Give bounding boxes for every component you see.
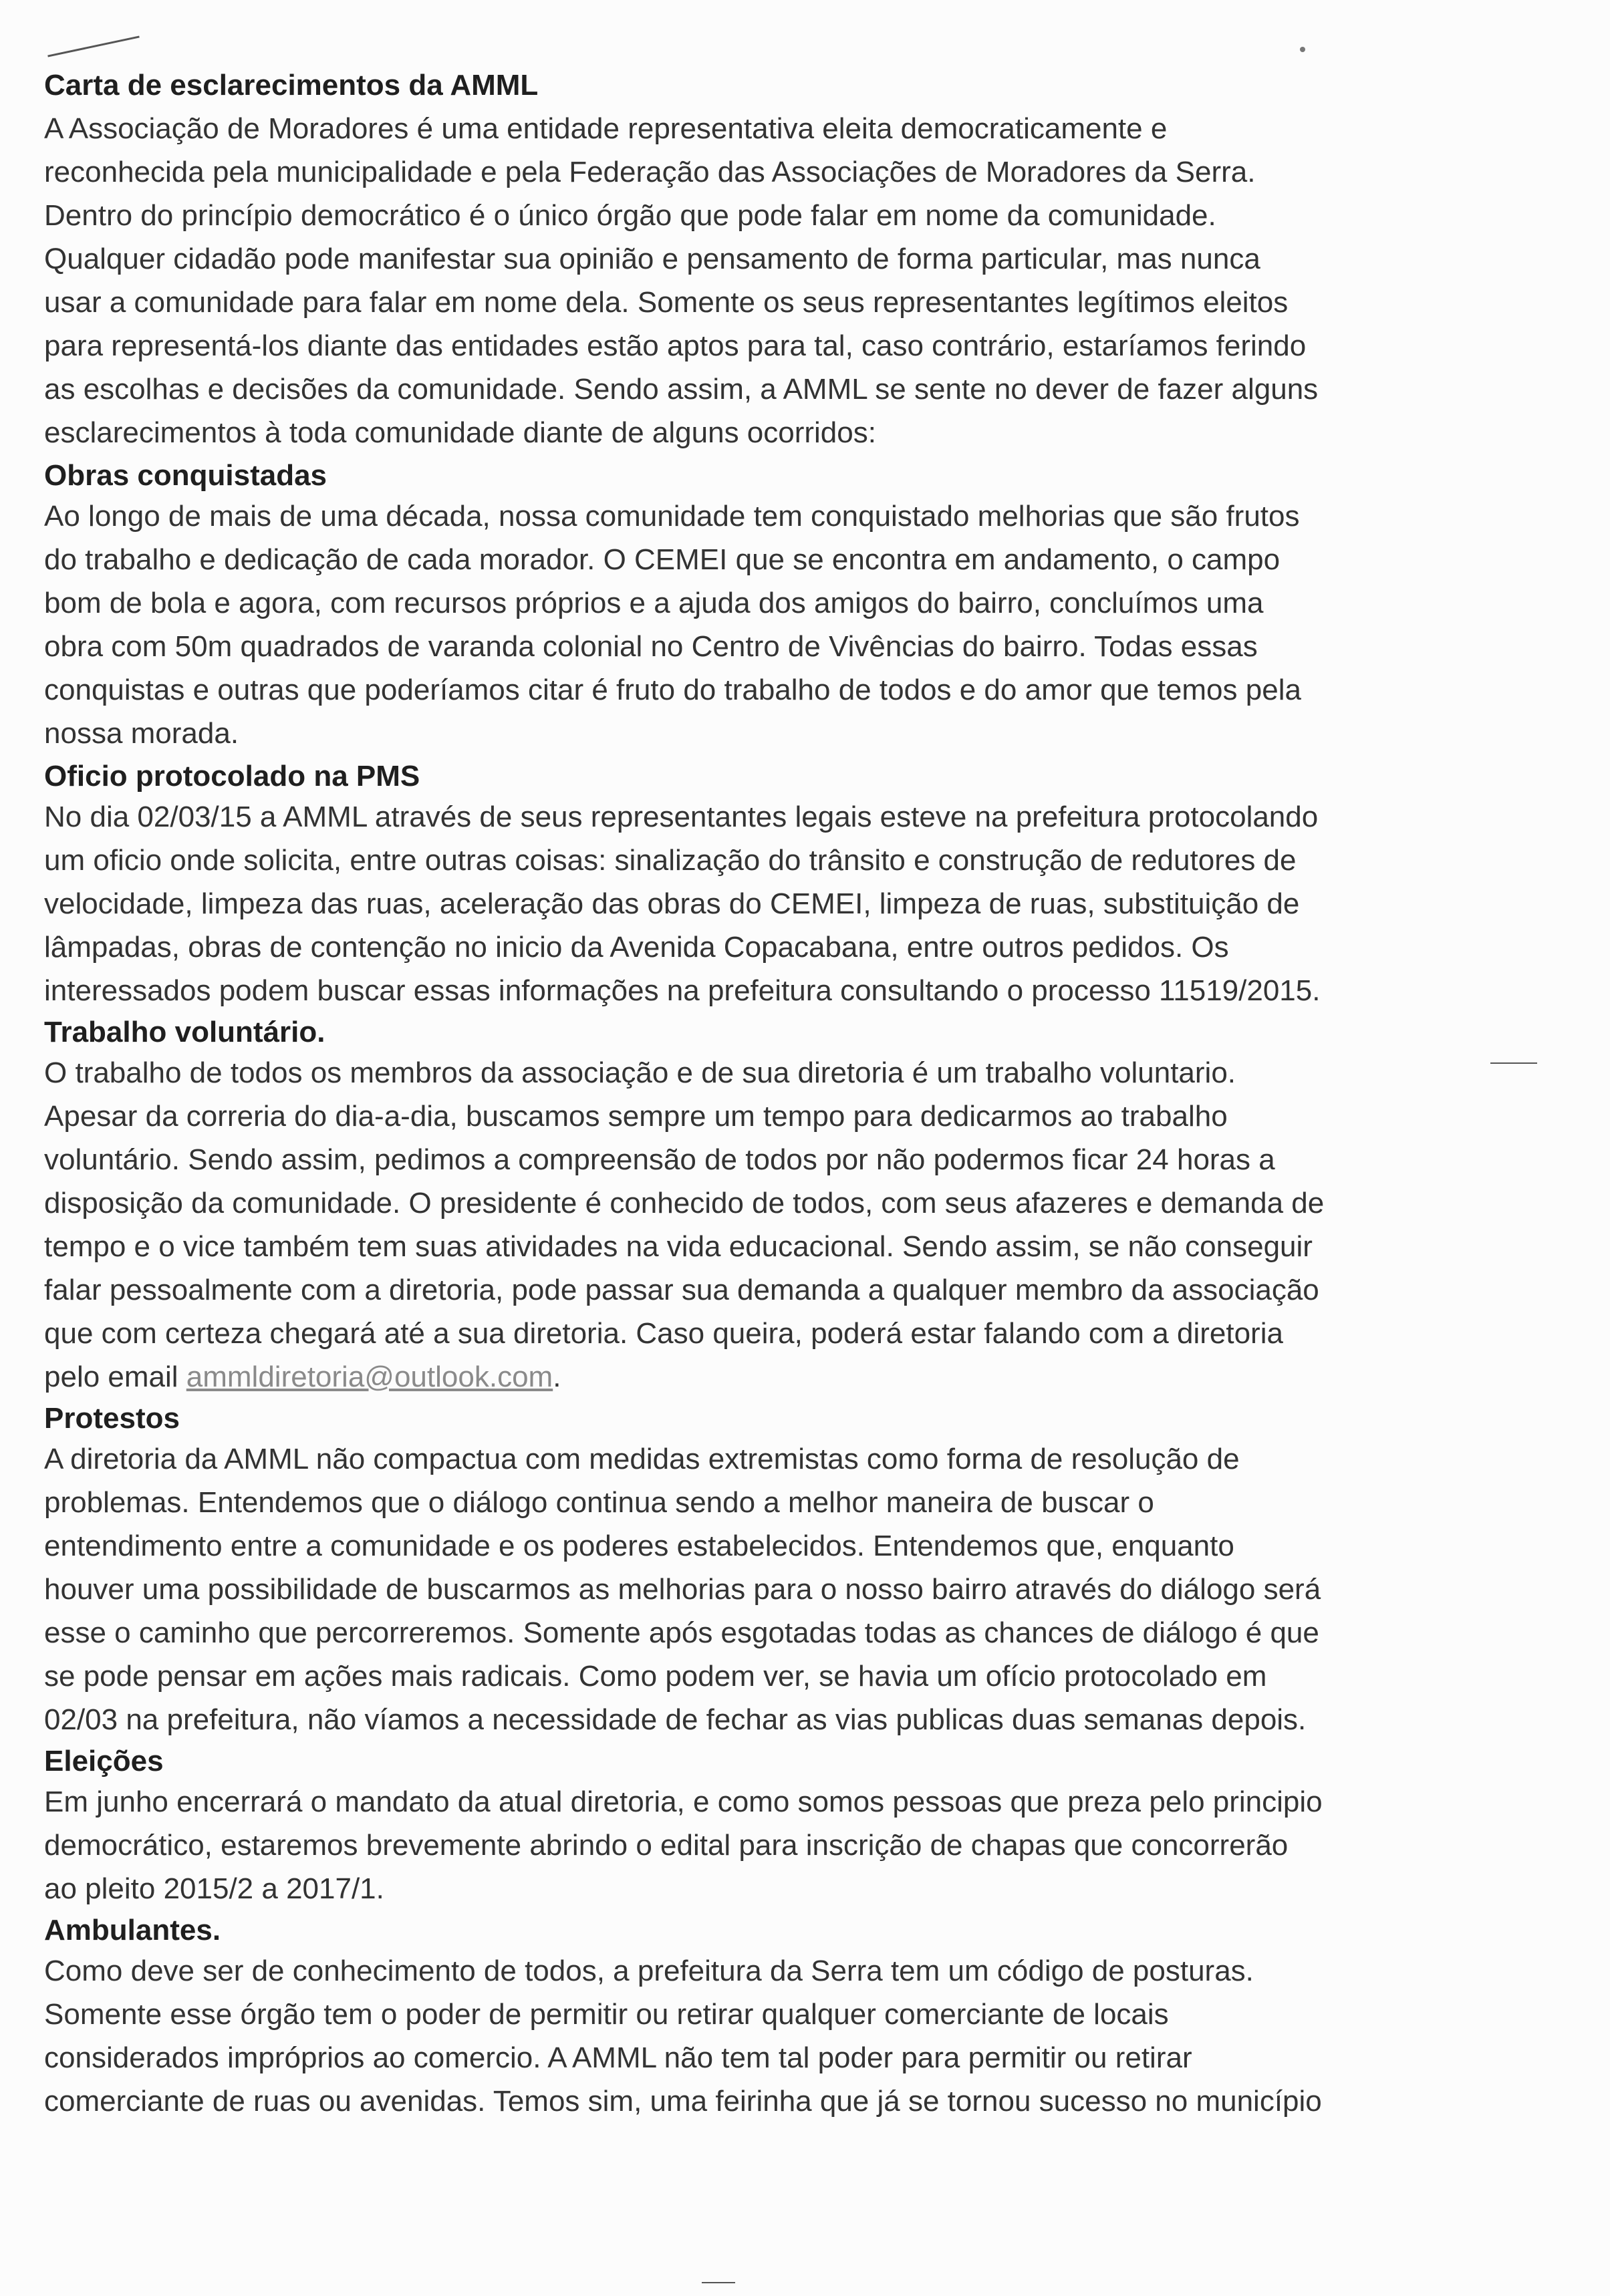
email-suffix: .	[553, 1360, 561, 1393]
section-heading-protestos: Protestos	[44, 1402, 180, 1435]
text-line: reconhecida pela municipalidade e pela Federação das Associações de Moradores da Serra.	[44, 156, 1256, 188]
section-body-protestos	[44, 1437, 1514, 1741]
section-heading-obras: Obras conquistadas	[44, 459, 327, 492]
text-line: Em junho encerrará o mandato da atual diretoria, e como somos pessoas que preza pelo principio	[44, 1785, 1323, 1818]
text-line: houver uma possibilidade de buscarmos as melhorias para o nosso bairro através do diálogo será	[44, 1573, 1321, 1606]
email-prefix: pelo email	[44, 1360, 186, 1393]
text-line: Como deve ser de conhecimento de todos, a prefeitura da Serra tem um código de posturas.	[44, 1955, 1254, 1987]
text-line: as escolhas e decisões da comunidade. Sendo assim, a AMML se sente no dever de fazer alguns	[44, 373, 1319, 406]
section-heading-ambulantes: Ambulantes.	[44, 1914, 221, 1947]
text-line: usar a comunidade para falar em nome dela. Somente os seus representantes legítimos eleitos	[44, 286, 1289, 319]
text-line: se pode pensar em ações mais radicais. Como podem ver, se havia um ofício protocolado em	[44, 1660, 1267, 1693]
email-link[interactable]: ammldiretoria@outlook.com	[186, 1360, 553, 1393]
text-line: obra com 50m quadrados de varanda colonial no Centro de Vivências do bairro. Todas essas	[44, 630, 1258, 663]
text-line: Somente esse órgão tem o poder de permitir ou retirar qualquer comerciante de locais	[44, 1998, 1169, 2031]
text-line: Qualquer cidadão pode manifestar sua opinião e pensamento de forma particular, mas nunca	[44, 243, 1260, 275]
text-line: voluntário. Sendo assim, pedimos a compreensão de todos por não podermos ficar 24 horas a	[44, 1143, 1275, 1176]
text-line: 02/03 na prefeitura, não víamos a necessidade de fechar as vias publicas duas semanas depois.	[44, 1703, 1307, 1736]
text-line: Apesar da correria do dia-a-dia, buscamos sempre um tempo para dedicarmos ao trabalho	[44, 1100, 1228, 1133]
text-line: interessados podem buscar essas informações na prefeitura consultando o processo 11519/2015.	[44, 974, 1321, 1007]
section-heading-oficio: Oficio protocolado na PMS	[44, 760, 420, 793]
text-line: do trabalho e dedicação de cada morador. O CEMEI que se encontra em andamento, o campo	[44, 543, 1281, 576]
text-line: O trabalho de todos os membros da associação e de sua diretoria é um trabalho voluntario.	[44, 1056, 1236, 1089]
text-line	[44, 1355, 1514, 1399]
pen-mark	[47, 35, 140, 57]
section-body-ambulantes	[44, 1949, 1514, 2123]
text-line: esse o caminho que percorreremos. Somente após esgotadas todas as chances de diálogo é que	[44, 1616, 1319, 1649]
text-line: entendimento entre a comunidade e os poderes estabelecidos. Entendemos que, enquanto	[44, 1530, 1234, 1562]
text-line: nossa morada.	[44, 717, 239, 750]
text-line: esclarecimentos à toda comunidade diante de alguns ocorridos:	[44, 416, 876, 449]
letter-title: Carta de esclarecimentos da AMML	[44, 69, 539, 102]
text-line: A diretoria da AMML não compactua com medidas extremistas como forma de resolução de	[44, 1443, 1240, 1475]
section-body-trabalho	[44, 1051, 1514, 1399]
text-line: que com certeza chegará até a sua diretoria. Caso queira, poderá estar falando com a diretoria	[44, 1317, 1283, 1350]
section-heading-trabalho: Trabalho voluntário.	[44, 1016, 325, 1048]
scan-speck	[1300, 47, 1305, 52]
text-line: um oficio onde solicita, entre outras coisas: sinalização do trânsito e construção de redutores de	[44, 844, 1297, 877]
text-line: conquistas e outras que poderíamos citar é fruto do trabalho de todos e do amor que temos pela	[44, 674, 1301, 706]
text-line: comerciante de ruas ou avenidas. Temos sim, uma feirinha que já se tornou sucesso no município	[44, 2085, 1322, 2118]
intro-paragraph	[44, 107, 1514, 454]
text-line: democrático, estaremos brevemente abrindo o edital para inscrição de chapas que concorrerão	[44, 1829, 1289, 1862]
section-body-eleicoes	[44, 1780, 1514, 1910]
text-line: disposição da comunidade. O presidente é conhecido de todos, com seus afazeres e demanda de	[44, 1187, 1325, 1219]
section-heading-eleicoes: Eleições	[44, 1745, 164, 1777]
text-line: considerados impróprios ao comercio. A AMML não tem tal poder para permitir ou retirar	[44, 2041, 1192, 2074]
text-line: ao pleito 2015/2 a 2017/1.	[44, 1872, 384, 1905]
text-line: velocidade, limpeza das ruas, aceleração das obras do CEMEI, limpeza de ruas, substituição de	[44, 887, 1300, 920]
letter-body	[44, 67, 1514, 2123]
text-line: Ao longo de mais de uma década, nossa comunidade tem conquistado melhorias que são frutos	[44, 500, 1300, 533]
section-body-oficio	[44, 795, 1514, 1012]
text-line: falar pessoalmente com a diretoria, pode passar sua demanda a qualquer membro da associação	[44, 1274, 1319, 1306]
section-body-obras	[44, 494, 1514, 755]
text-line: A Associação de Moradores é uma entidade representativa eleita democraticamente e	[44, 112, 1168, 145]
text-line: lâmpadas, obras de contenção no inicio da Avenida Copacabana, entre outros pedidos. Os	[44, 931, 1229, 964]
text-line: bom de bola e agora, com recursos próprios e a ajuda dos amigos do bairro, concluímos uma	[44, 587, 1264, 619]
text-line: problemas. Entendemos que o diálogo continua sendo a melhor maneira de buscar o	[44, 1486, 1154, 1519]
text-line: para representá-los diante das entidades estão aptos para tal, caso contrário, estaríamos ferindo	[44, 329, 1307, 362]
scan-mark	[702, 2282, 735, 2283]
text-line: Dentro do princípio democrático é o único órgão que pode falar em nome da comunidade.	[44, 199, 1216, 232]
text-line: No dia 02/03/15 a AMML através de seus representantes legais esteve na prefeitura protocolando	[44, 801, 1319, 833]
text-line: tempo e o vice também tem suas atividades na vida educacional. Sendo assim, se não conseguir	[44, 1230, 1313, 1263]
